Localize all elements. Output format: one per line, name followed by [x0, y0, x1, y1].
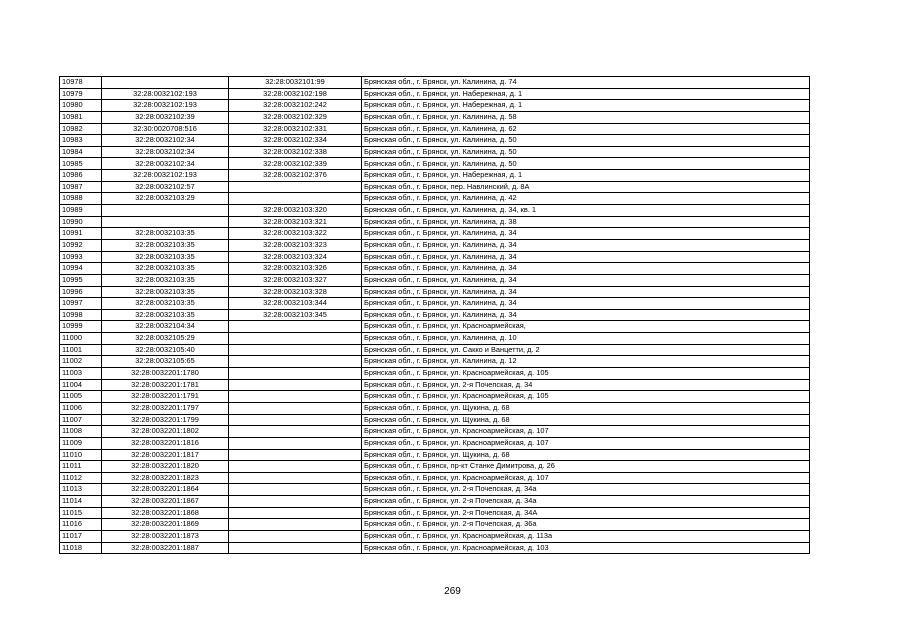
table-row — [60, 77, 810, 89]
row-number-cell: 11012 — [60, 472, 102, 484]
table-row — [60, 170, 810, 182]
table-body — [60, 77, 810, 554]
row-number-cell: 11000 — [60, 333, 102, 345]
parcel-cadastral-number-cell: 32:28:0032201:1797 — [102, 402, 229, 414]
parcel-cadastral-number-cell: 32:28:0032201:1816 — [102, 437, 229, 449]
address-cell: Брянская обл., г. Брянск, ул. Набережная, д. 1 — [362, 170, 810, 182]
address-cell: Брянская обл., г. Брянск, ул. Калинина, д. 34 — [362, 263, 810, 275]
row-number-cell: 10999 — [60, 321, 102, 333]
address-cell: Брянская обл., г. Брянск, ул. Калинина, д. 34 — [362, 309, 810, 321]
address-cell: Брянская обл., г. Брянск, пер. Навлинский, д. 8А — [362, 181, 810, 193]
address-cell: Брянская обл., г. Брянск, ул. Калинина, д. 34 — [362, 274, 810, 286]
table-row — [60, 321, 810, 333]
parcel-cadastral-number-cell: 32:28:0032201:1873 — [102, 530, 229, 542]
object-cadastral-number-cell — [229, 484, 362, 496]
address-cell: Брянская обл., г. Брянск, ул. 2-я Почепская, д. 34 — [362, 379, 810, 391]
table-row — [60, 368, 810, 380]
object-cadastral-number-cell: 32:28:0032103:326 — [229, 263, 362, 275]
parcel-cadastral-number-cell: 32:28:0032201:1799 — [102, 414, 229, 426]
object-cadastral-number-cell: 32:28:0032101:99 — [229, 77, 362, 89]
object-cadastral-number-cell: 32:28:0032103:320 — [229, 205, 362, 217]
parcel-cadastral-number-cell: 32:28:0032201:1864 — [102, 484, 229, 496]
address-cell: Брянская обл., г. Брянск, ул. Щукина, д. 68 — [362, 449, 810, 461]
object-cadastral-number-cell — [229, 461, 362, 473]
parcel-cadastral-number-cell — [102, 77, 229, 89]
parcel-cadastral-number-cell: 32:28:0032105:29 — [102, 333, 229, 345]
row-number-cell: 11002 — [60, 356, 102, 368]
object-cadastral-number-cell: 32:28:0032102:198 — [229, 88, 362, 100]
address-cell: Брянская обл., г. Брянск, ул. Красноармейская, — [362, 321, 810, 333]
table-row — [60, 414, 810, 426]
address-cell: Брянская обл., г. Брянск, ул. Набережная, д. 1 — [362, 88, 810, 100]
object-cadastral-number-cell: 32:28:0032103:321 — [229, 216, 362, 228]
address-cell: Брянская обл., г. Брянск, ул. Калинина, д. 58 — [362, 111, 810, 123]
parcel-cadastral-number-cell — [102, 205, 229, 217]
object-cadastral-number-cell — [229, 321, 362, 333]
object-cadastral-number-cell: 32:28:0032103:322 — [229, 228, 362, 240]
address-cell: Брянская обл., г. Брянск, ул. Красноармейская, д. 103 — [362, 542, 810, 554]
address-cell: Брянская обл., г. Брянск, ул. 2-я Почепская, д. 34А — [362, 507, 810, 519]
parcel-cadastral-number-cell: 32:28:0032103:35 — [102, 263, 229, 275]
row-number-cell: 10980 — [60, 100, 102, 112]
row-number-cell: 11010 — [60, 449, 102, 461]
object-cadastral-number-cell — [229, 181, 362, 193]
address-cell: Брянская обл., г. Брянск, ул. Калинина, д. 38 — [362, 216, 810, 228]
object-cadastral-number-cell — [229, 368, 362, 380]
parcel-cadastral-number-cell: 32:28:0032102:39 — [102, 111, 229, 123]
row-number-cell: 10991 — [60, 228, 102, 240]
row-number-cell: 11008 — [60, 426, 102, 438]
parcel-cadastral-number-cell: 32:28:0032201:1781 — [102, 379, 229, 391]
parcel-cadastral-number-cell: 32:28:0032103:35 — [102, 228, 229, 240]
object-cadastral-number-cell — [229, 379, 362, 391]
parcel-cadastral-number-cell: 32:28:0032102:193 — [102, 170, 229, 182]
parcel-cadastral-number-cell: 32:28:0032103:35 — [102, 239, 229, 251]
parcel-cadastral-number-cell: 32:28:0032201:1868 — [102, 507, 229, 519]
table-row — [60, 426, 810, 438]
object-cadastral-number-cell: 32:28:0032103:327 — [229, 274, 362, 286]
address-cell: Брянская обл., г. Брянск, ул. Калинина, д. 42 — [362, 193, 810, 205]
object-cadastral-number-cell — [229, 507, 362, 519]
object-cadastral-number-cell — [229, 402, 362, 414]
row-number-cell: 10994 — [60, 263, 102, 275]
table-row — [60, 193, 810, 205]
address-cell: Брянская обл., г. Брянск, ул. Набережная, д. 1 — [362, 100, 810, 112]
row-number-cell: 11007 — [60, 414, 102, 426]
parcel-cadastral-number-cell: 32:28:0032103:35 — [102, 309, 229, 321]
object-cadastral-number-cell: 32:28:0032103:328 — [229, 286, 362, 298]
row-number-cell: 11003 — [60, 368, 102, 380]
row-number-cell: 10998 — [60, 309, 102, 321]
parcel-cadastral-number-cell: 32:28:0032201:1791 — [102, 391, 229, 403]
row-number-cell: 11017 — [60, 530, 102, 542]
row-number-cell: 10984 — [60, 146, 102, 158]
table-row — [60, 239, 810, 251]
address-cell: Брянская обл., г. Брянск, ул. Калинина, д. 74 — [362, 77, 810, 89]
row-number-cell: 11006 — [60, 402, 102, 414]
row-number-cell: 10995 — [60, 274, 102, 286]
row-number-cell: 10989 — [60, 205, 102, 217]
parcel-cadastral-number-cell: 32:28:0032105:65 — [102, 356, 229, 368]
table-row — [60, 216, 810, 228]
table-row — [60, 472, 810, 484]
address-cell: Брянская обл., г. Брянск, ул. Красноармейская, д. 105 — [362, 391, 810, 403]
row-number-cell: 10992 — [60, 239, 102, 251]
object-cadastral-number-cell — [229, 437, 362, 449]
address-cell: Брянская обл., г. Брянск, ул. Калинина, д. 62 — [362, 123, 810, 135]
parcel-cadastral-number-cell: 32:28:0032201:1820 — [102, 461, 229, 473]
table-row — [60, 100, 810, 112]
address-cell: Брянская обл., г. Брянск, ул. Красноармейская, д. 107 — [362, 426, 810, 438]
address-cell: Брянская обл., г. Брянск, ул. Щукина, д. 68 — [362, 402, 810, 414]
object-cadastral-number-cell — [229, 496, 362, 508]
parcel-cadastral-number-cell: 32:28:0032102:34 — [102, 135, 229, 147]
object-cadastral-number-cell — [229, 530, 362, 542]
parcel-cadastral-number-cell: 32:28:0032102:57 — [102, 181, 229, 193]
address-cell: Брянская обл., г. Брянск, ул. Калинина, д. 34 — [362, 298, 810, 310]
parcel-cadastral-number-cell: 32:28:0032201:1780 — [102, 368, 229, 380]
table-row — [60, 251, 810, 263]
object-cadastral-number-cell: 32:28:0032102:331 — [229, 123, 362, 135]
table-row — [60, 309, 810, 321]
object-cadastral-number-cell — [229, 391, 362, 403]
parcel-cadastral-number-cell: 32:28:0032103:29 — [102, 193, 229, 205]
row-number-cell: 11001 — [60, 344, 102, 356]
address-cell: Брянская обл., г. Брянск, ул. Калинина, д. 50 — [362, 146, 810, 158]
row-number-cell: 11005 — [60, 391, 102, 403]
table-row — [60, 298, 810, 310]
address-cell: Брянская обл., г. Брянск, ул. Калинина, д. 50 — [362, 158, 810, 170]
object-cadastral-number-cell: 32:28:0032103:344 — [229, 298, 362, 310]
object-cadastral-number-cell: 32:28:0032102:338 — [229, 146, 362, 158]
address-cell: Брянская обл., г. Брянск, ул. Щукина, д. 68 — [362, 414, 810, 426]
table-row — [60, 461, 810, 473]
object-cadastral-number-cell: 32:28:0032102:242 — [229, 100, 362, 112]
row-number-cell: 11011 — [60, 461, 102, 473]
row-number-cell: 11015 — [60, 507, 102, 519]
object-cadastral-number-cell: 32:28:0032102:376 — [229, 170, 362, 182]
parcel-cadastral-number-cell: 32:28:0032102:193 — [102, 100, 229, 112]
row-number-cell: 10985 — [60, 158, 102, 170]
table-row — [60, 484, 810, 496]
table-row — [60, 496, 810, 508]
row-number-cell: 10987 — [60, 181, 102, 193]
row-number-cell: 10996 — [60, 286, 102, 298]
object-cadastral-number-cell: 32:28:0032102:339 — [229, 158, 362, 170]
row-number-cell: 10990 — [60, 216, 102, 228]
table-row — [60, 542, 810, 554]
row-number-cell: 11014 — [60, 496, 102, 508]
object-cadastral-number-cell — [229, 414, 362, 426]
table-row — [60, 123, 810, 135]
table-row — [60, 356, 810, 368]
object-cadastral-number-cell: 32:28:0032102:334 — [229, 135, 362, 147]
row-number-cell: 10986 — [60, 170, 102, 182]
parcel-cadastral-number-cell: 32:28:0032201:1802 — [102, 426, 229, 438]
address-cell: Брянская обл., г. Брянск, ул. Калинина, д. 34, кв. 1 — [362, 205, 810, 217]
table-row — [60, 333, 810, 345]
parcel-cadastral-number-cell: 32:28:0032201:1823 — [102, 472, 229, 484]
object-cadastral-number-cell: 32:28:0032103:345 — [229, 309, 362, 321]
address-cell: Брянская обл., г. Брянск, ул. Калинина, д. 34 — [362, 228, 810, 240]
parcel-cadastral-number-cell: 32:28:0032102:193 — [102, 88, 229, 100]
address-cell: Брянская обл., г. Брянск, ул. Сакко и Ванцетти, д. 2 — [362, 344, 810, 356]
table-row — [60, 205, 810, 217]
table-row — [60, 379, 810, 391]
table-row — [60, 263, 810, 275]
address-cell: Брянская обл., г. Брянск, ул. 2-я Почепская, д. 36а — [362, 519, 810, 531]
object-cadastral-number-cell: 32:28:0032102:329 — [229, 111, 362, 123]
row-number-cell: 11004 — [60, 379, 102, 391]
table-row — [60, 344, 810, 356]
address-cell: Брянская обл., г. Брянск, ул. Красноармейская, д. 113а — [362, 530, 810, 542]
object-cadastral-number-cell — [229, 426, 362, 438]
address-cell: Брянская обл., г. Брянск, ул. 2-я Почепская, д. 34а — [362, 484, 810, 496]
address-cell: Брянская обл., г. Брянск, ул. Красноармейская, д. 107 — [362, 472, 810, 484]
row-number-cell: 11009 — [60, 437, 102, 449]
table-row — [60, 507, 810, 519]
row-number-cell: 10981 — [60, 111, 102, 123]
parcel-cadastral-number-cell: 32:28:0032201:1887 — [102, 542, 229, 554]
parcel-cadastral-number-cell: 32:28:0032103:35 — [102, 286, 229, 298]
table-row — [60, 146, 810, 158]
address-cell: Брянская обл., г. Брянск, ул. Калинина, д. 34 — [362, 251, 810, 263]
object-cadastral-number-cell — [229, 542, 362, 554]
parcel-cadastral-number-cell: 32:28:0032103:35 — [102, 298, 229, 310]
table-row — [60, 181, 810, 193]
row-number-cell: 10982 — [60, 123, 102, 135]
object-cadastral-number-cell — [229, 472, 362, 484]
parcel-cadastral-number-cell: 32:28:0032201:1869 — [102, 519, 229, 531]
address-cell: Брянская обл., г. Брянск, ул. Красноармейская, д. 107 — [362, 437, 810, 449]
cadastral-register-table — [59, 76, 810, 554]
row-number-cell: 11013 — [60, 484, 102, 496]
object-cadastral-number-cell — [229, 356, 362, 368]
table-row — [60, 228, 810, 240]
parcel-cadastral-number-cell: 32:30:0020708:516 — [102, 123, 229, 135]
row-number-cell: 11016 — [60, 519, 102, 531]
parcel-cadastral-number-cell: 32:28:0032103:35 — [102, 274, 229, 286]
address-cell: Брянская обл., г. Брянск, ул. Калинина, д. 50 — [362, 135, 810, 147]
table-row — [60, 286, 810, 298]
address-cell: Брянская обл., г. Брянск, пр-кт Станке Димитрова, д. 26 — [362, 461, 810, 473]
parcel-cadastral-number-cell: 32:28:0032103:35 — [102, 251, 229, 263]
address-cell: Брянская обл., г. Брянск, ул. Красноармейская, д. 105 — [362, 368, 810, 380]
object-cadastral-number-cell — [229, 333, 362, 345]
address-cell: Брянская обл., г. Брянск, ул. Калинина, д. 34 — [362, 239, 810, 251]
parcel-cadastral-number-cell: 32:28:0032102:34 — [102, 158, 229, 170]
table-row — [60, 88, 810, 100]
object-cadastral-number-cell — [229, 344, 362, 356]
object-cadastral-number-cell: 32:28:0032103:324 — [229, 251, 362, 263]
parcel-cadastral-number-cell: 32:28:0032102:34 — [102, 146, 229, 158]
table-row — [60, 519, 810, 531]
object-cadastral-number-cell: 32:28:0032103:323 — [229, 239, 362, 251]
row-number-cell: 10997 — [60, 298, 102, 310]
page-number: 269 — [444, 586, 461, 597]
row-number-cell: 10983 — [60, 135, 102, 147]
parcel-cadastral-number-cell: 32:28:0032105:40 — [102, 344, 229, 356]
row-number-cell: 11018 — [60, 542, 102, 554]
parcel-cadastral-number-cell: 32:28:0032201:1867 — [102, 496, 229, 508]
table-row — [60, 274, 810, 286]
table-row — [60, 437, 810, 449]
object-cadastral-number-cell — [229, 193, 362, 205]
address-cell: Брянская обл., г. Брянск, ул. 2-я Почепская, д. 34а — [362, 496, 810, 508]
row-number-cell: 10979 — [60, 88, 102, 100]
table-row — [60, 449, 810, 461]
address-cell: Брянская обл., г. Брянск, ул. Калинина, д. 10 — [362, 333, 810, 345]
table-row — [60, 111, 810, 123]
parcel-cadastral-number-cell — [102, 216, 229, 228]
row-number-cell: 10978 — [60, 77, 102, 89]
table-row — [60, 530, 810, 542]
table-row — [60, 402, 810, 414]
table-row — [60, 158, 810, 170]
address-cell: Брянская обл., г. Брянск, ул. Калинина, д. 34 — [362, 286, 810, 298]
parcel-cadastral-number-cell: 32:28:0032104:34 — [102, 321, 229, 333]
table-row — [60, 135, 810, 147]
object-cadastral-number-cell — [229, 519, 362, 531]
object-cadastral-number-cell — [229, 449, 362, 461]
table-row — [60, 391, 810, 403]
row-number-cell: 10993 — [60, 251, 102, 263]
row-number-cell: 10988 — [60, 193, 102, 205]
parcel-cadastral-number-cell: 32:28:0032201:1817 — [102, 449, 229, 461]
address-cell: Брянская обл., г. Брянск, ул. Калинина, д. 12 — [362, 356, 810, 368]
